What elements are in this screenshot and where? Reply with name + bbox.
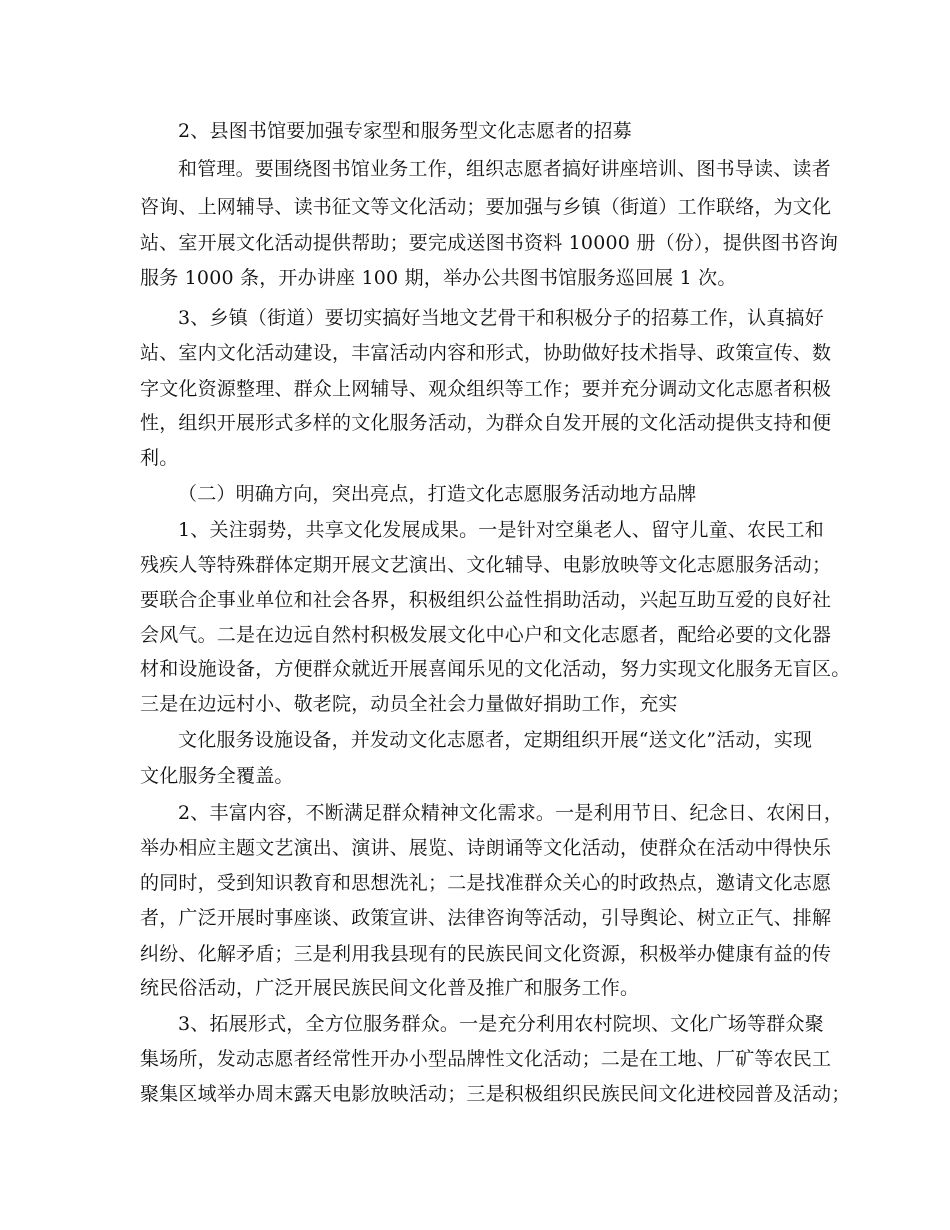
text-line: 纠纷、化解矛盾；三是利用我县现有的民族民间文化资源，积极举办健康有益的传 xyxy=(140,943,832,965)
text-line: 要联合企事业单位和社会各界，积极组织公益性捐助活动，兴起互助互爱的良好社 xyxy=(140,589,832,611)
text-line: 3、拓展形式，全方位服务群众。一是充分利用农村院坝、文化广场等群众聚 xyxy=(178,1013,824,1035)
text-line: 利。 xyxy=(140,447,179,469)
text-line: 站、室开展文化活动提供帮助；要完成送图书资料 10000 册（份），提供图书咨询 xyxy=(140,232,839,254)
section-heading: （二）明确方向，突出亮点，打造文化志愿服务活动地方品牌 xyxy=(178,483,697,505)
text-line: 聚集区域举办周末露天电影放映活动；三是积极组织民族民间文化进校园普及活动； xyxy=(140,1083,851,1105)
text-line: 举办相应主题文艺演出、演讲、展览、诗朗诵等文化活动，使群众在活动中得快乐 xyxy=(140,837,832,859)
text-line: 文化服务设施设备，并发动文化志愿者，定期组织开展“送文化”活动，实现 xyxy=(178,729,813,751)
text-line: 2、丰富内容，不断满足群众精神文化需求。一是利用节日、纪念日、农闲日， xyxy=(178,802,844,824)
text-line: 和管理。要围绕图书馆业务工作，组织志愿者搞好讲座培训、图书导读、读者 xyxy=(178,158,831,180)
text-line: 集场所，发动志愿者经常性开办小型品牌性文化活动；二是在工地、厂矿等农民工 xyxy=(140,1048,832,1070)
text-line: 会风气。二是在边远自然村积极发展文化中心户和文化志愿者，配给必要的文化器 xyxy=(140,624,832,646)
text-line: 者，广泛开展时事座谈、政策宣讲、法律咨询等活动，引导舆论、树立正气、排解 xyxy=(140,907,832,929)
text-line: 三是在边远村小、敬老院，动员全社会力量做好捐助工作，充实 xyxy=(140,693,678,715)
text-line: 性，组织开展形式多样的文化服务活动，为群众自发开展的文化活动提供支持和便 xyxy=(140,412,832,434)
text-line: 咨询、上网辅导、读书征文等文化活动；要加强与乡镇（街道）工作联络，为文化 xyxy=(140,196,832,218)
text-line: 服务 1000 条，开办讲座 100 期，举办公共图书馆服务巡回展 1 次。 xyxy=(140,267,737,289)
text-line: 字文化资源整理、群众上网辅导、观众组织等工作；要并充分调动文化志愿者积极 xyxy=(140,378,832,400)
text-line: 1、关注弱势，共享文化发展成果。一是针对空巢老人、留守儿童、农民工和 xyxy=(178,519,824,541)
text-line: 的同时，受到知识教育和思想洗礼；二是找准群众关心的时政热点，邀请文化志愿 xyxy=(140,872,832,894)
text-line: 文化服务全覆盖。 xyxy=(140,765,294,787)
text-line: 统民俗活动，广泛开展民族民间文化普及推广和服务工作。 xyxy=(140,977,640,999)
text-line: 材和设施设备，方便群众就近开展喜闻乐见的文化活动，努力实现文化服务无盲区。 xyxy=(140,658,851,680)
text-line: 残疾人等特殊群体定期开展文艺演出、文化辅导、电影放映等文化志愿服务活动； xyxy=(140,554,832,576)
text-line: 3、乡镇（街道）要切实搞好当地文艺骨干和积极分子的招募工作，认真搞好 xyxy=(178,307,824,329)
text-line: 2、县图书馆要加强专家型和服务型文化志愿者的招募 xyxy=(178,120,632,142)
text-line: 站、室内文化活动建设，丰富活动内容和形式，协助做好技术指导、政策宣传、数 xyxy=(140,342,832,364)
